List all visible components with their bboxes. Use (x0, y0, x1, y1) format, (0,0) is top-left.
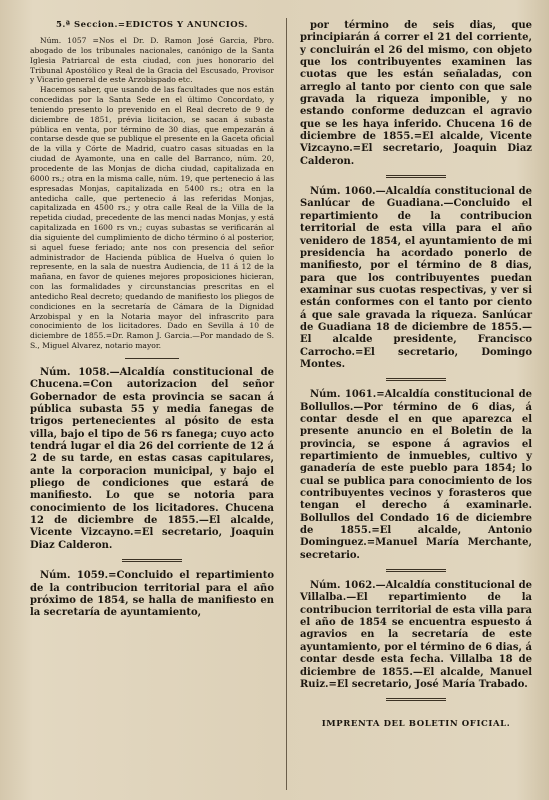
separator-rule (386, 175, 446, 178)
notice-1058: Núm. 1058.—Alcaldía constitucional de Chucena.=Con autorizacion del señor Gobernador de esta provincia se sacan á pública subasta 55 y media fanegas de trigos pertenecientes al pósito de esta villa, bajo el tipo de 56 rs fanega; cuyo acto tendrá lugar el dia 26 del corriente de 12 á 2 de su tarde, en estas casas capitulares, ante la corporacion municipal, y bajo el pliego de condiciones que estará de manifiesto. Lo que se notoria para conocimiento de los licitadores. Chucena 12 de diciembre de 1855.—El alcalde, Vicente Vizcayno.=El secretario, Joaquin Diaz Calderon. (30, 367, 274, 551)
section-header: 5.ª Seccion.=EDICTOS Y ANUNCIOS. (56, 20, 248, 30)
notice-1057-heading: Núm. 1057 =Nos el Dr. D. Ramon José Garcia, Pbro. abogado de los tribunales nacionales, canónigo de la Santa Iglesia Patriarcal de esta ciudad, con jues honorario del Tribunal Apostólico y Real de la Gracia del Escusado, Provisor y Vicario general de este Arzobispado etc. (30, 36, 274, 85)
separator-rule (122, 559, 182, 562)
notice-1059-start: Núm. 1059.=Concluido el repartimiento de la contribucion territorial para el año próximo de 1854, se halla de manifiesto en la secretaría de ayuntamiento, (30, 570, 274, 619)
separator-rule (386, 378, 446, 381)
column-divider (286, 18, 287, 790)
notice-1059-continued: por término de seis dias, que principiarán á correr el 21 del corriente, y concluirán el 26 del mismo, con objeto que los contribuyentes examinen las cuotas que les están señaladas, con arreglo al tanto por ciento con que sale gravada la riqueza imponible, y no estando conforme deduzcan el agravio que se les haya inferido. Chucena 16 de diciembre de 1855.=El alcalde, Vicente Vizcayno.=El secretario, Joaquin Diaz Calderon. (300, 20, 532, 167)
separator-rule (125, 358, 179, 359)
imprint-line: IMPRENTA DEL BOLETIN OFICIAL. (321, 719, 511, 730)
notice-1061: Núm. 1061.=Alcaldía constitucional de Bollullos.—Por término de 6 dias, á contar desde el en que aparezca el presente anuncio en el Boletin de la provincia, se espone á agravios el repartimiento de inmuebles, cultivo y ganadería de este pueblo para 1854; lo cual se publica para conocimiento de los contribuyentes vecinos y forasteros que tengan el derecho á examinarle. Bollullos del Condado 16 de diciembre de 1855.=El alcalde, Antonio Dominguez.=Manuel María Merchante, secretario. (300, 389, 532, 561)
right-column (300, 20, 532, 790)
separator-rule (386, 698, 446, 701)
notice-1057-body: Hacemos saber, que usando de las facultades que nos están concedidas por la Santa Sede en el último Concordato, y teniendo presento lo prevenido en el Real decreto de 9 de diciembre de 1851, prévia licitacion, se sacan á subasta pública en venta, por término de 30 dias, que empezarán á contarse desde que se publique el presente en la Gaceta oficial de la villa y Córte de Madrid, cuatro casas situadas en la ciudad de Ayamonte, una en calle del Barranco, núm. 20, procedente de las Monjas de dicha ciudad, capitalizada en 6000 rs.; otra en la misma calle, núm. 19, que pertenecio á las espresadas Monjas, capitalizada en 5400 rs.; otra en la antedicha calle, que pertenecio á las referidas Monjas, capitalizada en 4500 rs.; y otra calle Real de la Villa de la repetida ciudad, precedente de las menci nadas Monjas, y está capitalizada en 1600 rs vn.; cuyas subastas se verificarán al dia siguiente del cumplimiento de dicho término ó al posterior, si aquel fuese feriado; ante nos con presencia del señor administrador de Hacienda pública de Huelva ó quien lo represente, en la sala de nuestra Audiencia, de 11 á 12 de la mañana, en favor de quienes mejores proposiciones hicieran, con las formalidades y circunstancias prescritas en el antedicho Real decreto; quedando de manifiesto los pliegos de condiciones en la secretaría de Cámara de la Dignidad Arzobispal y en la Notaria mayor del infrascrito para conocimiento de los licitadores. Dado en Sevilla á 10 de diciembre de 1855.=Dr. Ramon J. Garcia.—Por mandado de S. S., Miguel Alvarez, notario mayor. (30, 85, 274, 351)
separator-rule (386, 569, 446, 572)
left-column (30, 20, 274, 790)
notice-1060: Núm. 1060.—Alcaldía constitucional de Sanlúcar de Guadiana.—Concluido el repartimiento de la contribucion territorial de esta villa para el año venidero de 1854, el ayuntamiento de mi presidencia ha acordado ponerlo de manifiesto, por el término de 8 dias, para que los contribuyentes puedan examinar sus cuotas respectivas, y ver si están conformes con el tanto por ciento á que sale gravada la riqueza. Sanlúcar de Guadiana 18 de diciembre de 1855.—El alcalde presidente, Francisco Carrocho.=El secretario, Domingo Montes. (300, 186, 532, 370)
notice-1062: Núm. 1062.—Alcaldía constitucional de Villalba.—El repartimiento de la contribucion territorial de esta villa para el año de 1854 se encuentra espuesto á agravios en la secretaría de este ayuntamiento, por el término de 6 dias, á contar desde esta fecha. Villalba 18 de diciembre de 1855.—El alcalde, Manuel Ruiz.=El secretario, José María Trabado. (300, 580, 532, 690)
